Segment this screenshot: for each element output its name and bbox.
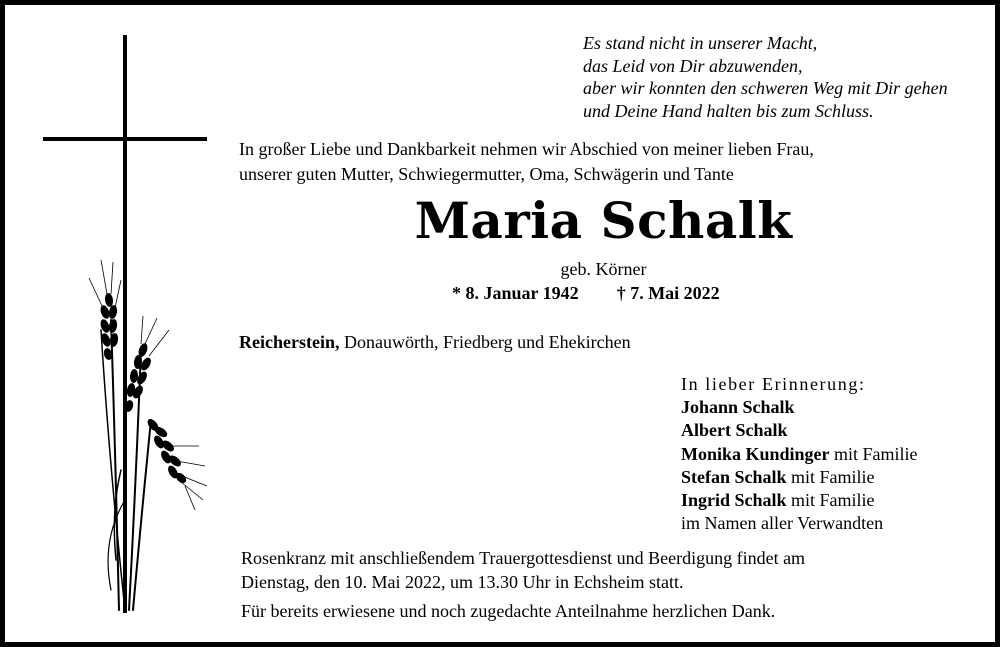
mourner-suffix: mit Familie (786, 466, 875, 487)
mourner-suffix: mit Familie (829, 443, 918, 464)
mourner-name: Johann Schalk (681, 397, 795, 418)
mourner-row (681, 443, 918, 466)
quote-block (583, 32, 948, 122)
death-date: † 7. Mai 2022 (616, 283, 720, 303)
intro-text (239, 137, 814, 187)
service-line: Dienstag, den 10. Mai 2022, um 13.30 Uhr in Echsheim statt. (241, 572, 684, 592)
birth-date: * 8. Januar 1942 (452, 283, 579, 303)
quote-line: Es stand nicht in unserer Macht, (583, 33, 818, 53)
mourner-suffix: mit Familie (786, 490, 875, 511)
mourner-name: Ingrid Schalk (681, 490, 787, 511)
deceased-name: Maria Schalk (414, 191, 793, 250)
service-info (241, 546, 805, 594)
mourner-name: Albert Schalk (681, 420, 788, 441)
service-line: Rosenkranz mit anschließendem Trauergottesdienst und Beerdigung findet am (241, 548, 806, 568)
mourners-heading: In lieber Erinnerung: (681, 374, 866, 394)
mourners-closing: im Namen aller Verwandten (681, 513, 884, 534)
mourner-row (681, 419, 918, 442)
places-line (239, 330, 631, 354)
place-others: Donauwörth, Friedberg und Ehekirchen (339, 332, 631, 352)
quote-line: und Deine Hand halten bis zum Schluss. (583, 100, 874, 121)
mourner-name: Stefan Schalk (681, 466, 787, 487)
quote-line: das Leid von Dir abzuwenden, (583, 55, 803, 76)
mourner-row (681, 466, 918, 489)
mourner-row (681, 396, 918, 419)
place-main: Reicherstein, (239, 332, 340, 352)
wheat-icon (81, 260, 211, 615)
intro-line: In großer Liebe und Dankbarkeit nehmen wir Abschied von meiner lieben Frau, (239, 139, 814, 159)
maiden-name: geb. Körner (560, 259, 647, 279)
mourner-name: Monika Kundinger (681, 443, 830, 464)
intro-line: unserer guten Mutter, Schwiegermutter, Oma, Schwägerin und Tante (239, 164, 734, 184)
quote-line: aber wir konnten den schweren Weg mit Dir gehen (583, 78, 948, 98)
life-dates (452, 281, 720, 305)
mourners-block (681, 373, 918, 535)
thanks-line: Für bereits erwiesene und noch zugedachte Anteilnahme herzlichen Dank. (241, 601, 776, 621)
cross-horizontal-beam (43, 137, 207, 141)
mourner-row (681, 489, 918, 512)
